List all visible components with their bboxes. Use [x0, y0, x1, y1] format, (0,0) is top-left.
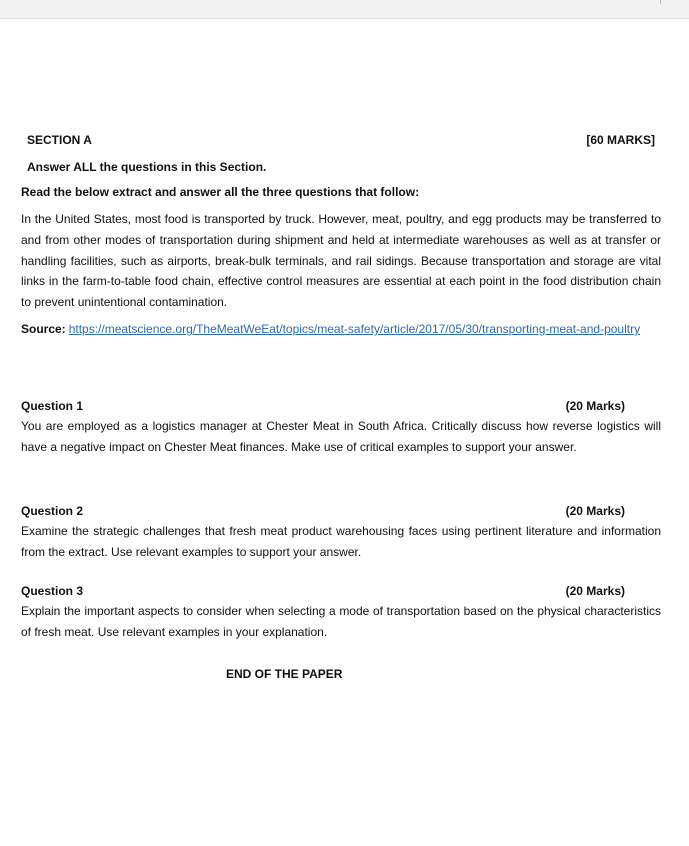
viewer-top-bar [0, 0, 689, 19]
source-line [21, 322, 640, 336]
question-2-text: Examine the strategic challenges that fresh meat product warehousing faces using pertinent literature and information from the extract. Use relevant examples to support your answer. [21, 524, 661, 559]
question-1-text: You are employed as a logistics manager at Chester Meat in South Africa. Critically discuss how reverse logistics will have a negative impact on Chester Meat finances. Make use of critical examples to support your answer. [21, 419, 661, 454]
section-title: SECTION A [27, 133, 92, 147]
toolbar-edge-mark [660, 0, 661, 4]
question-1-marks: (20 Marks) [565, 399, 625, 413]
source-label: Source: [21, 322, 66, 336]
section-instruction: Answer ALL the questions in this Section. [27, 160, 267, 174]
end-of-paper: END OF THE PAPER [226, 667, 343, 681]
question-3-marks: (20 Marks) [565, 584, 625, 598]
question-3-text: Explain the important aspects to consider when selecting a mode of transportation based on the physical characteristics of fresh meat. Use relevant examples in your explanation. [21, 604, 661, 639]
extract-prompt: Read the below extract and answer all the three questions that follow: [21, 185, 420, 199]
section-marks: [60 MARKS] [586, 133, 655, 147]
question-2-title: Question 2 [21, 504, 84, 518]
question-2-marks: (20 Marks) [565, 504, 625, 518]
source-link[interactable]: https://meatscience.org/TheMeatWeEat/topics/meat-safety/article/2017/05/30/transporting-meat-and-poultry [68, 322, 641, 336]
question-1-title: Question 1 [21, 399, 84, 413]
document-page [0, 19, 689, 846]
extract-paragraph: In the United States, most food is transported by truck. However, meat, poultry, and egg products may be transferred to and from other modes of transportation during shipment and held at intermediate warehouses as well as at transfer or handling facilities, such as airports, break-bulk terminals, and rail sidings. Because transportation and storage are vital links in the farm-to-table food chain, effective control measures are essential at each point in the food distribution chain to prevent unintentional contamination. [21, 212, 661, 310]
question-3-title: Question 3 [21, 584, 84, 598]
